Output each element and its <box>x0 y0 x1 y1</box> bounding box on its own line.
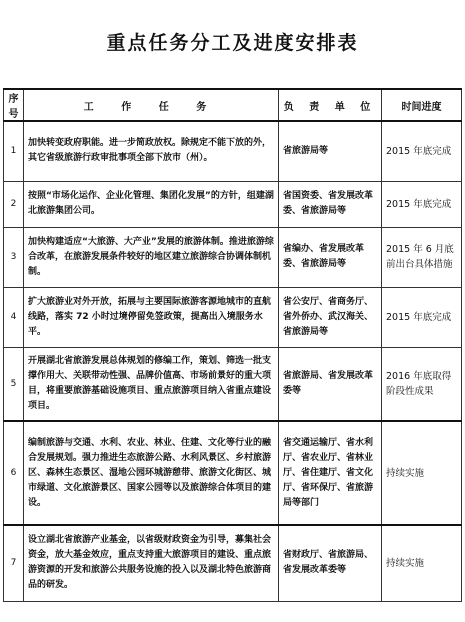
table-row <box>4 227 462 287</box>
row-time: 2016 年底取得阶段性成果 <box>382 347 462 421</box>
row-num: 5 <box>4 347 24 421</box>
document-title: 重点任务分工及进度安排表 <box>106 32 359 54</box>
header-time: 时间进度 <box>382 89 462 121</box>
row-num: 4 <box>4 287 24 347</box>
row-task: 编制旅游与交通、水利、农业、林业、住建、文化等行业的融合发展规划。强力推进生态旅游公路、水利风景区、乡村旅游区、森林生态景区、湿地公园环城游憩带、旅游文化街区、城市绿道、文化旅游景区、国家公园等以及旅游综合体项目的建设。 <box>24 421 279 525</box>
row-num: 7 <box>4 525 24 601</box>
row-task: 扩大旅游业对外开放，拓展与主要国际旅游客源地城市的直航线路，落实 72 小时过境停留免签政策，提高出入境服务水平。 <box>24 287 279 347</box>
table-row <box>4 421 462 525</box>
table-row <box>4 287 462 347</box>
row-dept: 省旅游局等 <box>279 121 382 181</box>
header-num: 序号 <box>4 89 24 121</box>
row-time: 2015 年底完成 <box>382 287 462 347</box>
row-task: 加快构建适应“大旅游、大产业”发展的旅游体制。推进旅游综合改革，在旅游发展条件较好的地区建立旅游综合协调体制机制。 <box>24 227 279 287</box>
row-dept: 省国资委、省发展改革委、省旅游局等 <box>279 181 382 227</box>
row-dept: 省财政厅、省旅游局、省发展改革委等 <box>279 525 382 601</box>
row-num: 1 <box>4 121 24 181</box>
row-dept: 省公安厅、省商务厅、省外侨办、武汉海关、省旅游局等 <box>279 287 382 347</box>
row-time: 2015 年底完成 <box>382 181 462 227</box>
table-row <box>4 347 462 421</box>
row-num: 2 <box>4 181 24 227</box>
table-row <box>4 121 462 181</box>
row-num: 3 <box>4 227 24 287</box>
row-task: 开展湖北省旅游发展总体规划的修编工作，策划、筛选一批支撑作用大、关联带动性强、品牌价值高、市场前景好的重大项目，将重要旅游基础设施项目、重点旅游项目纳入省重点建设项目。 <box>24 347 279 421</box>
row-num: 6 <box>4 421 24 525</box>
row-dept: 省交通运输厅、省水利厅、省农业厅、省林业厅、省住建厅、省文化厅、省环保厅、省旅游局等部门 <box>279 421 382 525</box>
row-task: 按照“市场化运作、企业化管理、集团化发展”的方针，组建湖北旅游集团公司。 <box>24 181 279 227</box>
header-task: 工 作 任 务 <box>24 89 279 121</box>
header-dept: 负 责 单 位 <box>279 89 382 121</box>
table-header-row <box>4 89 462 121</box>
row-task: 设立湖北省旅游产业基金，以省级财政资金为引导，募集社会资金，放大基金效应，重点支持重大旅游项目的建设、重点旅游资源的开发和旅游公共服务设施的投入以及湖北特色旅游商品的研发。 <box>24 525 279 601</box>
row-dept: 省编办、省发展改革委、省旅游局等 <box>279 227 382 287</box>
row-time: 持续实施 <box>382 525 462 601</box>
task-schedule-table <box>3 88 462 602</box>
row-task: 加快转变政府职能。进一步简政放权。除规定不能下放的外，其它省级旅游行政审批事项全部下放市（州）。 <box>24 121 279 181</box>
table-row <box>4 181 462 227</box>
row-time: 2015 年 6 月底前出台具体措施 <box>382 227 462 287</box>
row-time: 2015 年底完成 <box>382 121 462 181</box>
row-time: 持续实施 <box>382 421 462 525</box>
table-row <box>4 525 462 601</box>
row-dept: 省旅游局、省发展改革委等 <box>279 347 382 421</box>
